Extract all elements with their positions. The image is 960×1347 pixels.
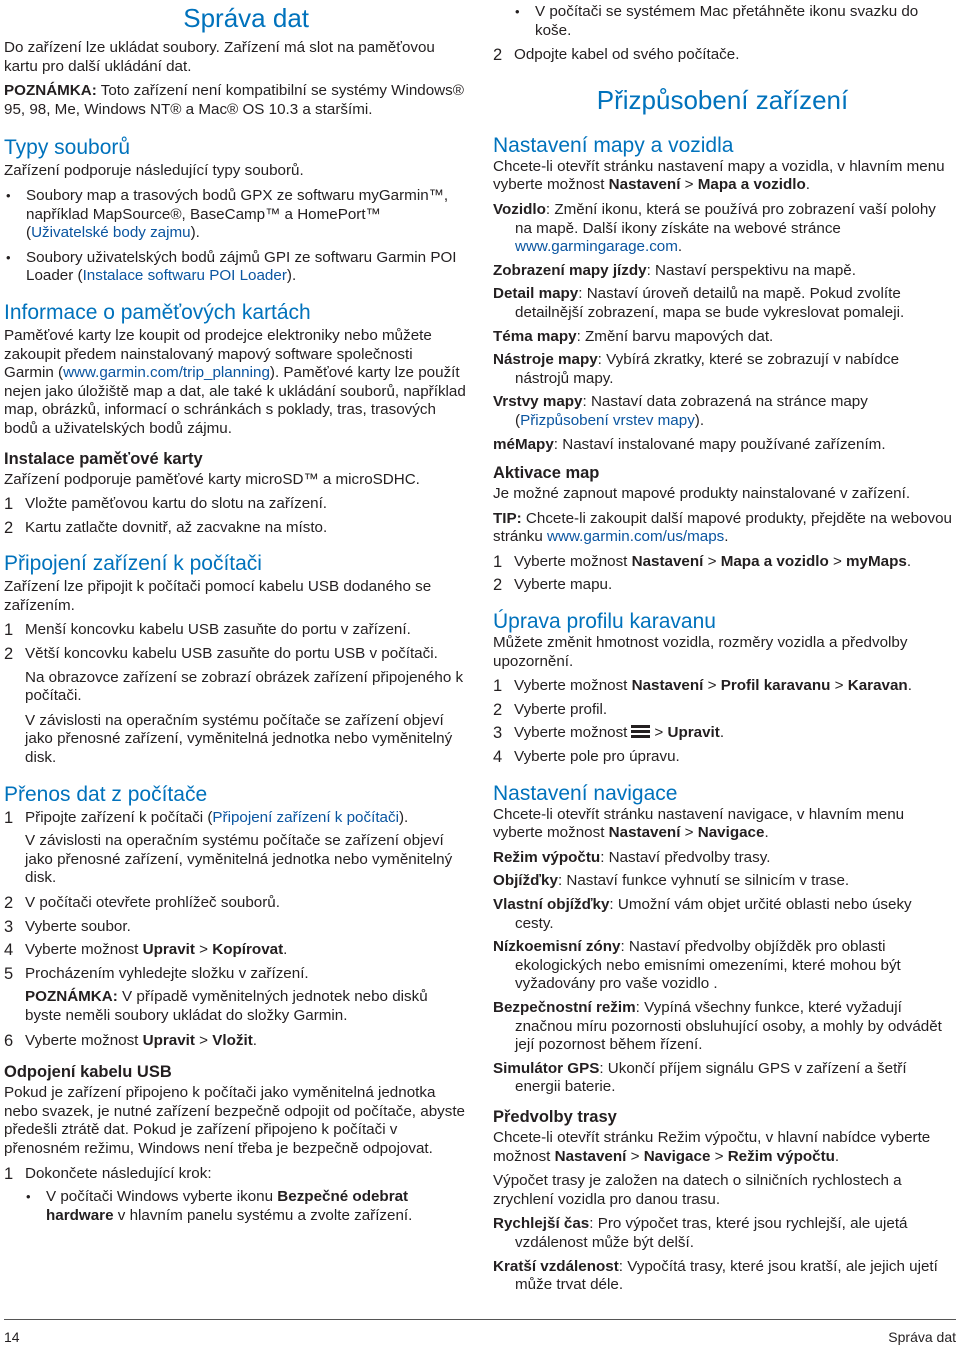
note-label: POZNÁMKA:	[25, 988, 118, 1006]
def-drive-view: Zobrazení mapy jízdy: Nastaví perspektivu na mapě.	[493, 261, 856, 279]
def-shorter-distance: Kratší vzdálenost: Vypočítá trasy, které jsou kratší, ale jejich ujetí může trvat déle.	[493, 1257, 938, 1294]
step-item	[493, 46, 952, 65]
caravan-text: Můžete změnit hmotnost vozidla, rozměry vozidla a předvolby upozornění.	[493, 634, 908, 670]
note-label: POZNÁMKA:	[4, 82, 97, 100]
def-safe-mode: Bezpečnostní režim: Vypíná všechny funkce, které vyžadují značnou míru pozornosti obsluhující osoby, a mohly by odvádět její pozornost během řízení.	[493, 998, 942, 1054]
step-text: Dokončete následující krok:	[25, 1164, 212, 1182]
list-item	[493, 3, 952, 40]
heading-memory-cards: Informace o paměťových kartách	[4, 300, 311, 324]
step-text: Větší koncovku kabelu USB zasuňte do portu USB v počítači.	[25, 645, 438, 663]
heading-disconnect: Odpojení kabelu USB	[4, 1063, 172, 1082]
left-column	[4, 0, 466, 1231]
step-text: Vyberte možnost Upravit > Vložit.	[25, 1031, 257, 1049]
step-text: Vyberte možnost Nastavení > Profil karavanu > Karavan.	[514, 677, 912, 695]
step-number: 2	[4, 894, 14, 912]
step-item	[4, 941, 466, 960]
menu-icon	[631, 725, 650, 738]
def-map-layers: Vrstvy mapy: Nastaví data zobrazená na stránce mapy (Přizpůsobení vrstev mapy).	[493, 393, 868, 429]
bullet: •	[26, 1189, 31, 1205]
navigation-intro: Chcete-li otevřít stránku nastavení navigace, v hlavním menu vyberte možnost Nastavení > Navigace.	[493, 805, 905, 842]
intro-text: Do zařízení lze ukládat soubory. Zařízení má slot na paměťovou kartu pro další ukládání dat.	[4, 39, 435, 75]
step-number: 1	[493, 677, 503, 696]
os-note	[4, 82, 466, 119]
step-number: 1	[4, 1164, 14, 1183]
step-text: Vložte paměťovou kartu do slotu na zařízení.	[25, 495, 328, 513]
transfer-note: POZNÁMKA: V případě vyměnitelných jednotek nebo disků byste neměli soubory ukládat do složky Garmin.	[25, 988, 428, 1024]
step-item	[4, 1165, 466, 1184]
step-item	[493, 748, 952, 767]
garmingarage-link[interactable]: www.garmingarage.com	[515, 238, 678, 256]
trip-planning-link[interactable]: www.garmin.com/trip_planning	[63, 364, 270, 382]
right-column	[493, 0, 952, 1300]
def-map-theme: Téma mapy: Změní barvu mapových dat.	[493, 327, 774, 345]
bullet: •	[515, 4, 520, 19]
step-text: Připojte zařízení k počítači (Připojení zařízení k počítači).	[25, 808, 409, 826]
step-item	[4, 894, 466, 913]
heading-route-prefs: Předvolby trasy	[493, 1107, 617, 1126]
step-item	[4, 965, 466, 984]
step-number: 1	[4, 808, 14, 827]
footer-section-title: Správa dat	[888, 1329, 956, 1345]
bullet: •	[6, 249, 11, 265]
step-item	[493, 701, 952, 720]
heading-install-card: Instalace paměťové karty	[4, 449, 203, 468]
def-vehicle: Vozidlo: Změní ikonu, která se používá pro zobrazení vaší polohy na mapě. Další ikony získáte na webové stránce www.garmingarage.com.	[493, 200, 936, 256]
map-layers-link[interactable]: Přizpůsobení vrstev mapy	[520, 411, 695, 429]
disconnect-text: Pokud je zařízení připojeno k počítači jako vyměnitelná jednotka nebo svazek, je nutné zařízení bezpečně odpojit od počítače, abyste předešli ztrátě dat. Pokud je zařízení připojeno k počítači v přenosném režimu, Windows není třeba je bezpečně odpojovat.	[4, 1084, 465, 1157]
step-text: Vyberte možnost > Upravit.	[514, 724, 725, 742]
heading-activate-maps: Aktivace map	[493, 464, 600, 483]
def-map-tools: Nástroje mapy: Vybírá zkratky, které se zobrazují v nabídce nástrojů mapy.	[493, 351, 900, 387]
step-text: Vyberte možnost Nastavení > Mapa a vozidlo > myMaps.	[514, 552, 912, 570]
step-text: Vyberte mapu.	[514, 576, 613, 594]
step-number: 2	[493, 576, 503, 595]
def-custom-detours: Vlastní objížďky: Umožní vám objet určité oblasti nebo úseky cesty.	[493, 896, 912, 932]
step-item	[4, 621, 466, 640]
heading-caravan-profile: Úprava profilu karavanu	[493, 610, 716, 634]
step-number: 1	[493, 552, 503, 571]
memory-cards-text: Paměťové karty lze koupit od prodejce elektroniky nebo můžete zakoupit předem nainstalovaný mapový software společnosti Garmin (www.garmin.com/trip_planning). Paměťové karty lze použít nejen jako úložiště map a dat, ale také k ukládání souborů, například map, obrázků, informací o schránkách s poklady, tras, trasových bodů a uživatelských bodů zájmu.	[4, 326, 466, 437]
step-number: 2	[4, 518, 14, 537]
step-number: 2	[4, 645, 14, 664]
bullet-text: V počítači se systémem Mac přetáhněte ikonu svazku do koše.	[535, 3, 919, 39]
activate-tip: TIP: Chcete-li zakoupit další mapové produkty, přejděte na webovou stránku www.garmin.com/us/maps.	[493, 509, 952, 546]
section-title-data-management: Správa dat	[183, 3, 309, 33]
bullet-text: Soubory map a trasových bodů GPX ze softwaru myGarmin™, například MapSource®, BaseCamp™ a HomePort™ (Uživatelské body zajmu).	[26, 186, 449, 242]
step-text: Vyberte soubor.	[25, 917, 131, 935]
bullet-text: V počítači Windows vyberte ikonu Bezpečné odebrat hardware v hlavním panelu systému a zvolte zařízení.	[46, 1188, 413, 1224]
step-item	[493, 724, 952, 743]
heading-connect: Připojení zařízení k počítači	[4, 552, 262, 576]
step-text: Kartu zatlačte dovnitř, až zacvakne na místo.	[25, 518, 328, 536]
step-number: 3	[4, 917, 14, 936]
step-number: 1	[4, 495, 14, 514]
step-item	[493, 576, 952, 595]
connect-link[interactable]: Připojení zařízení k počítači	[212, 808, 399, 826]
def-mymaps: méMapy: Nastaví instalované mapy používané zařízením.	[493, 435, 886, 453]
def-faster-time: Rychlejší čas: Pro výpočet tras, které jsou rychlejší, ale ujetá vzdálenost může být delší.	[493, 1215, 908, 1251]
step-number: 4	[493, 748, 503, 767]
footer-divider	[4, 1319, 956, 1320]
map-vehicle-intro: Chcete-li otevřít stránku nastavení mapy a vozidla, v hlavním menu vyberte možnost Nastavení > Mapa a vozidlo.	[493, 157, 945, 194]
step-item	[493, 553, 952, 572]
poi-loader-link[interactable]: Instalace softwaru POI Loader	[82, 267, 287, 285]
heading-navigation: Nastavení navigace	[493, 781, 678, 805]
connect-para-1: Na obrazovce zařízení se zobrazí obrázek zařízení připojeného k počítači.	[25, 668, 464, 705]
step-number: 2	[493, 700, 503, 719]
user-poi-link[interactable]: Uživatelské body zajmu	[31, 224, 191, 242]
page-number: 14	[4, 1329, 20, 1345]
step-item	[493, 677, 952, 696]
def-calc-mode: Režim výpočtu: Nastaví předvolby trasy.	[493, 848, 771, 866]
route-basis: Výpočet trasy je založen na datech o silničních rychlostech a zrychlení vozidla pro danou trasu.	[493, 1172, 902, 1208]
file-types-intro: Zařízení podporuje následující typy souborů.	[4, 162, 304, 180]
step-item	[4, 1032, 466, 1051]
step-text: Odpojte kabel od svého počítače.	[514, 46, 740, 64]
heading-transfer: Přenos dat z počítače	[4, 782, 208, 806]
install-card-intro: Zařízení podporuje paměťové karty microSD™ a microSDHC.	[4, 470, 420, 488]
section-title-customize: Přizpůsobení zařízení	[596, 84, 849, 115]
activate-text: Je možné zapnout mapové produkty nainstalované v zařízení.	[493, 485, 911, 503]
list-item	[4, 249, 466, 286]
step-text: Vyberte možnost Upravit > Kopírovat.	[25, 941, 288, 959]
connect-para-2: V závislosti na operačním systému počítače se zařízení objeví jako přenosné zařízení, vyměnitelná jednotka nebo vyměnitelný disk.	[25, 711, 453, 767]
note-text: Toto zařízení není kompatibilní se systémy Windows® 95, 98, Me, Windows NT® a Mac® OS 10.3 a staršími.	[4, 82, 464, 118]
transfer-para: V závislosti na operačním systému počítače se zařízení objeví jako přenosné zařízení, vyměnitelná jednotka nebo vyměnitelný disk.	[25, 832, 453, 887]
step-number: 2	[493, 46, 503, 65]
def-gps-sim: Simulátor GPS: Ukončí příjem signálu GPS v zařízení a šetří energii baterie.	[493, 1059, 907, 1096]
list-item	[4, 1188, 466, 1225]
def-low-emission: Nízkoemisní zóny: Nastaví předvolby objížděk pro oblasti ekologických nebo emisními omezeními, které mohou být vyžadovány pro vaše vozidlo .	[493, 938, 901, 993]
step-number: 4	[4, 941, 14, 960]
step-number: 1	[4, 621, 14, 640]
bullet-text: Soubory uživatelských bodů zájmů GPI ze softwaru Garmin POI Loader (Instalace softwaru POI Loader).	[26, 248, 457, 285]
step-item	[4, 519, 466, 538]
step-item	[4, 495, 466, 514]
heading-file-types: Typy souborů	[4, 136, 131, 160]
step-item	[4, 918, 466, 937]
heading-map-vehicle: Nastavení mapy a vozidla	[493, 133, 734, 157]
step-number: 3	[493, 724, 503, 743]
route-prefs-intro: Chcete-li otevřít stránku Režim výpočtu, v hlavní nabídce vyberte možnost Nastavení > Navigace > Režim výpočtu.	[493, 1128, 931, 1165]
step-number: 6	[4, 1031, 14, 1050]
step-text: V počítači otevřete prohlížeč souborů.	[25, 894, 280, 911]
step-text: Procházením vyhledejte složku v zařízení.	[25, 964, 309, 982]
step-text: Menší koncovku kabelu USB zasuňte do portu v zařízení.	[25, 621, 411, 639]
def-detours: Objížďky: Nastaví funkce vyhnutí se silnicím v trase.	[493, 872, 850, 890]
step-text: Vyberte pole pro úpravu.	[514, 748, 680, 766]
def-map-detail: Detail mapy: Nastaví úroveň detailů na mapě. Pokud zvolíte detailnější zobrazení, mapa se bude vykreslovat pomaleji.	[493, 285, 905, 321]
garmin-maps-link[interactable]: www.garmin.com/us/maps	[547, 528, 725, 546]
step-item	[4, 809, 466, 828]
connect-intro: Zařízení lze připojit k počítači pomocí kabelu USB dodaného se zařízením.	[4, 578, 432, 614]
bullet: •	[6, 187, 11, 203]
step-item	[4, 645, 466, 664]
step-text: Vyberte profil.	[514, 700, 608, 718]
step-number: 5	[4, 964, 14, 983]
list-item	[4, 187, 466, 243]
tip-label: TIP:	[493, 509, 522, 527]
